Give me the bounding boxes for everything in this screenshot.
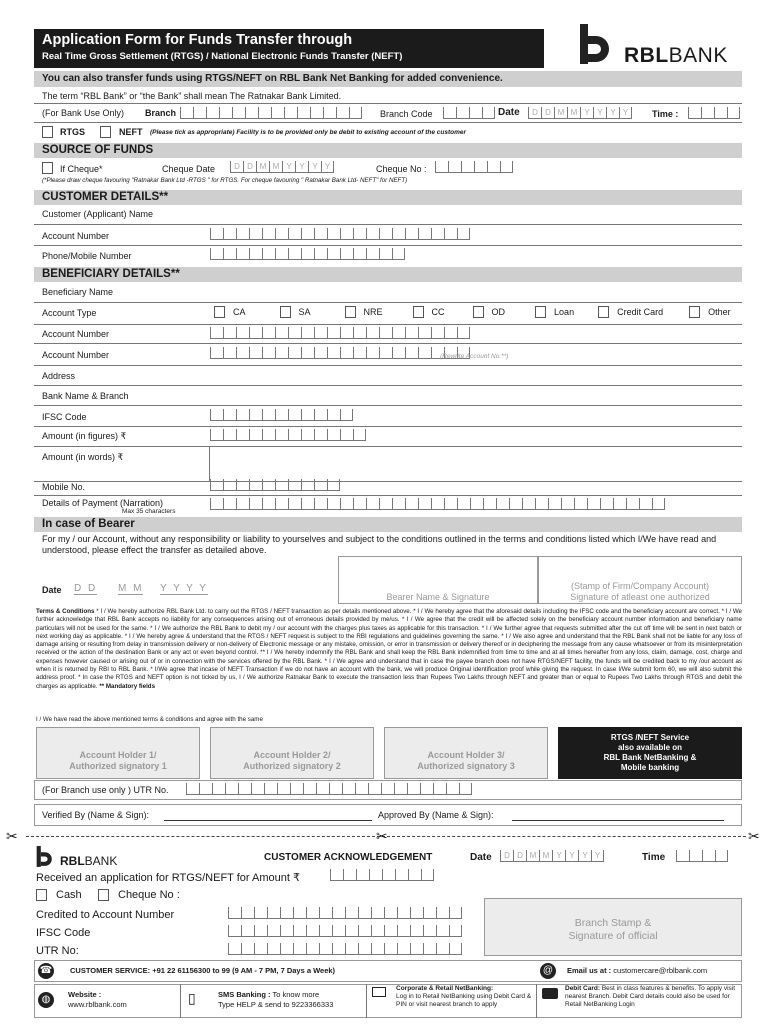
amount-words-label: Amount (in words) ₹	[42, 452, 124, 462]
amount-figures-label: Amount (in figures) ₹	[42, 431, 127, 441]
verified-label: Verified By (Name & Sign):	[42, 810, 150, 820]
rtgs-checkbox[interactable]	[42, 126, 53, 138]
max-chars-note: Max 35 characters	[122, 508, 176, 515]
email-info: Email us at : customercare@rblbank.com	[567, 966, 708, 975]
bank-branch-label: Bank Name & Branch	[42, 391, 129, 401]
branch-label: Branch	[145, 108, 177, 118]
ack-cash-label: Cash	[56, 889, 82, 901]
cheque-date-boxes[interactable]: D D M M Y Y Y Y	[230, 161, 334, 173]
customer-details-title: CUSTOMER DETAILS**	[34, 190, 742, 205]
address-label: Address	[42, 371, 76, 381]
neft-label: NEFT	[119, 127, 143, 137]
ack-title: CUSTOMER ACKNOWLEDGEMENT	[264, 852, 433, 863]
mobile-icon: ▯	[188, 990, 196, 1006]
approved-label: Approved By (Name & Sign):	[378, 810, 494, 820]
customer-account-label: Account Number	[42, 231, 110, 241]
type-credit-card-checkbox[interactable]	[598, 306, 609, 318]
ack-amount-boxes[interactable]	[330, 869, 434, 881]
rtgs-label: RTGS	[60, 127, 86, 137]
neft-checkbox[interactable]	[100, 126, 111, 138]
company-stamp-box[interactable]: (Stamp of Firm/Company Account) Signature of atleast one authorized	[538, 556, 742, 604]
form-title-bar	[34, 29, 544, 68]
type-nre-checkbox[interactable]	[345, 306, 356, 318]
ifsc-boxes[interactable]	[210, 409, 353, 421]
logo-text-rbl: RBL	[624, 44, 669, 67]
website-link[interactable]: www.rblbank.com	[68, 1000, 127, 1009]
globe-icon: ◍	[38, 992, 54, 1008]
date-label: Date	[498, 107, 520, 118]
type-sa-checkbox[interactable]	[280, 306, 291, 318]
rbl-bank-logo	[576, 22, 746, 70]
sms-banking-info: SMS Banking : To know more Type HELP & send to 9223366333	[218, 990, 334, 1009]
mobile-label: Mobile No.	[42, 482, 86, 492]
terms-agreement: I / We have read the above mentioned terms & conditions and agree with the same	[36, 716, 263, 723]
branch-stamp-box[interactable]: Branch Stamp & Signature of official	[484, 898, 742, 956]
time-boxes[interactable]	[688, 107, 740, 119]
netbanking-notice: You can also transfer funds using RTGS/NEFT on RBL Bank Net Banking for added convenience.	[34, 71, 742, 87]
type-ca-checkbox[interactable]	[214, 306, 225, 318]
debit-card-icon	[542, 988, 558, 999]
utr-label: (For Branch use only ) UTR No.	[42, 785, 169, 795]
cheque-no-boxes[interactable]	[435, 161, 513, 173]
email-icon: @	[540, 963, 556, 979]
rtgs-neft-promo: RTGS /NEFT Service also available on RBL Bank NetBanking & Mobile banking	[558, 727, 742, 779]
type-od-checkbox[interactable]	[473, 306, 484, 318]
cheque-note: (*Please draw cheque favouring "Ratnakar Bank Ltd -RTGS " for RTGS. For cheque favouring " Ratnakar Bank Ltd- NEFT" for NEFT)	[42, 177, 408, 184]
form-title: Application Form for Funds Transfer through	[42, 32, 353, 48]
bearer-date-yyyy[interactable]: Y Y Y Y	[160, 583, 208, 594]
branch-code-label: Branch Code	[380, 109, 433, 119]
netbanking-info: Corporate & Retail NetBanking: Log in to Retail NetBanking using Debit Card & PIN or visit nearest branch to apply	[396, 985, 532, 1008]
source-of-funds-title: SOURCE OF FUNDS	[34, 143, 742, 158]
ack-ifsc-label: IFSC Code	[36, 927, 91, 939]
beneficiary-account-confirm-boxes[interactable]	[210, 347, 470, 359]
logo-text-bank: BANK	[668, 44, 728, 67]
beneficiary-account-boxes[interactable]	[210, 327, 470, 339]
type-other-checkbox[interactable]	[689, 306, 700, 318]
bearer-date-mm[interactable]: M M	[118, 583, 144, 594]
type-cc-checkbox[interactable]	[413, 306, 424, 318]
ack-received-label: Received an application for RTGS/NEFT for Amount ₹	[36, 872, 300, 884]
debit-card-info: Debit Card: Best in class features & benefits. To apply visit nearest Branch. Debit Card details could also be used for Retail NetBanking Login	[565, 985, 736, 1008]
laptop-icon	[372, 987, 386, 997]
account-type-options: CA SA NRE CC OD Loan Credit Card Other	[214, 306, 742, 318]
customer-phone-boxes[interactable]	[210, 248, 405, 260]
ack-cash-checkbox[interactable]	[36, 889, 47, 901]
bank-use-label: (For Bank Use Only)	[42, 108, 125, 118]
scissors-icon-right: ✂	[748, 828, 760, 844]
narration-boxes[interactable]	[210, 498, 665, 510]
ack-utr-label: UTR No:	[36, 945, 79, 957]
branch-boxes[interactable]	[180, 107, 362, 119]
ack-account-boxes[interactable]	[228, 907, 462, 919]
customer-name-label: Customer (Applicant) Name	[42, 209, 154, 219]
bearer-date-dd[interactable]: D D	[74, 583, 98, 594]
bearer-text: For my / our Account, without any responsibility or liability to yourselves and subject to the conditions outlined in the terms and conditions listed which I/We have read and understood, please effect the transfer as detailed above.	[42, 534, 717, 555]
form-subtitle: Real Time Gross Settlement (RTGS) / National Electronic Funds Transfer (NEFT)	[42, 51, 403, 62]
signatory-1-box[interactable]: Account Holder 1/ Authorized signatory 1	[36, 727, 200, 779]
utr-boxes[interactable]	[186, 783, 472, 795]
beneficiary-name-label: Beneficiary Name	[42, 287, 114, 297]
website-info: Website : www.rblbank.com	[68, 990, 127, 1009]
rbl-bank-logo-small: RBLBANK	[34, 845, 134, 869]
account-type-label: Account Type	[42, 308, 97, 318]
bank-term-note: The term “RBL Bank” or “the Bank” shall mean The Ratnakar Bank Limited.	[42, 91, 342, 101]
beneficiary-account-confirm-label: Account Number	[42, 350, 110, 360]
ack-cheque-label: Cheque No :	[118, 889, 180, 901]
ack-credited-label: Credited to Account Number	[36, 909, 175, 921]
date-boxes[interactable]: D D M M Y Y Y Y	[528, 107, 632, 119]
email-link[interactable]: customercare@rblbank.com	[613, 966, 708, 975]
bearer-title: In case of Bearer	[34, 517, 742, 532]
customer-service-text: CUSTOMER SERVICE: +91 22 61156300 to 99 (9 AM - 7 PM, 7 Days a Week)	[70, 966, 336, 975]
ifsc-label: IFSC Code	[42, 412, 87, 422]
ack-cheque-checkbox[interactable]	[98, 889, 109, 901]
bearer-signature-box[interactable]: Bearer Name & Signature	[338, 556, 538, 604]
branch-code-boxes[interactable]	[443, 107, 495, 119]
amount-figures-boxes[interactable]	[210, 429, 366, 441]
type-loan-checkbox[interactable]	[535, 306, 546, 318]
signatory-2-box[interactable]: Account Holder 2/ Authorized signatory 2	[210, 727, 374, 779]
ack-time-label: Time	[642, 852, 666, 863]
if-cheque-label: If Cheque*	[60, 164, 103, 174]
rbl-logo-icon-small	[34, 845, 56, 869]
ack-time-boxes[interactable]	[676, 850, 728, 862]
terms-text: Terms & Conditions * I / We hereby authorize RBL Bank Ltd. to carry out the RTGS / NEFT transaction as per details mentioned above. * I / We hereby agree that the aforesaid details including the IFSC code and the beneficiary account are correct. * I / We further acknowledge that RBL Bank accepts no liability for any consequences arising out of erroneous details provided by me/us. * I / We agree that the credit will be affected solely on the beneficiary account number information and beneficiary name particulars will not be used for the same. * I / We authorize the RBL Bank to debit my / our account with the charges plus taxes as applicable for this transaction. * I / We further agree that requests submitted after the cut off time will be sent in next batch or next working day as applicable. * I / We hereby agree & understand that the RTGS / NEFT request is subject to the RBI regulations and guidelines governing the same. * I / We also agree and understand that the RBL Bank shall not be liable for any loss of damage arising or resulting from delay in transmission delivery or non-delivery of Electronic message or any mistake, omission, or error in transmission or delivery thereof or in deciphering the message from any cause whatsoever or from its misinterpretation received or the action of the destination Bank or any act or even beyond control. ** I / We hereby indemnify the RBL Bank and shall keep the RBL Bank indemnified from time to time and at all times hereafter from any loss, claim, damage, cost, charge and expenses however caused or arising out of or in connection with the services offered by the RBL Bank. * I / We agree and understand that in case the payee branch does not have RTGS/NEFT facility, the funds will be credited back to my /our account as when it is returned by RBI to RBL Bank. * I/We agree that incase of NEFT Transaction if we do not have an account with the bank, we will produce Original identification proof while giving the request. In case I/We submit form 60, we will also submit the address proof. * In case the RTGS and NEFT option is not ticked by us, I / We authorize Ratnakar Bank to execute the transaction less than Rupees Two Lakhs through NEFT and greater than or equal to Rupees Two Lakhs through RTGS and debit the charges as applicable. ** Mandatory fields	[36, 608, 742, 690]
beneficiary-details-title: BENEFICIARY DETAILS**	[34, 267, 742, 282]
customer-account-boxes[interactable]	[210, 228, 470, 240]
ack-utr-boxes[interactable]	[228, 943, 462, 955]
customer-phone-label: Phone/Mobile Number	[42, 251, 132, 261]
scissors-icon-middle: ✂	[376, 828, 388, 844]
cheque-no-label: Cheque No :	[376, 164, 427, 174]
cheque-date-label: Cheque Date	[162, 164, 216, 174]
phone-icon: ☎	[38, 963, 54, 979]
signatory-3-box[interactable]: Account Holder 3/ Authorized signatory 3	[384, 727, 548, 779]
mobile-boxes[interactable]	[210, 479, 340, 491]
rewrite-note: (Rewrite Account No.**)	[440, 353, 509, 360]
beneficiary-account-label: Account Number	[42, 329, 110, 339]
if-cheque-checkbox[interactable]	[42, 162, 53, 174]
ack-date-boxes[interactable]: D D M M Y Y Y Y	[500, 850, 604, 862]
rbl-logo-icon	[576, 22, 616, 68]
time-label: Time :	[652, 109, 679, 119]
narration-label: Details of Payment (Narration)	[42, 498, 164, 508]
scissors-icon: ✂	[6, 828, 18, 844]
mode-note: (Please tick as appropriate) Facility is to be provided only be debit to existing account of the customer	[150, 129, 467, 136]
bearer-date-label: Date	[42, 585, 62, 595]
ack-ifsc-boxes[interactable]	[228, 925, 462, 937]
ack-date-label: Date	[470, 852, 492, 863]
